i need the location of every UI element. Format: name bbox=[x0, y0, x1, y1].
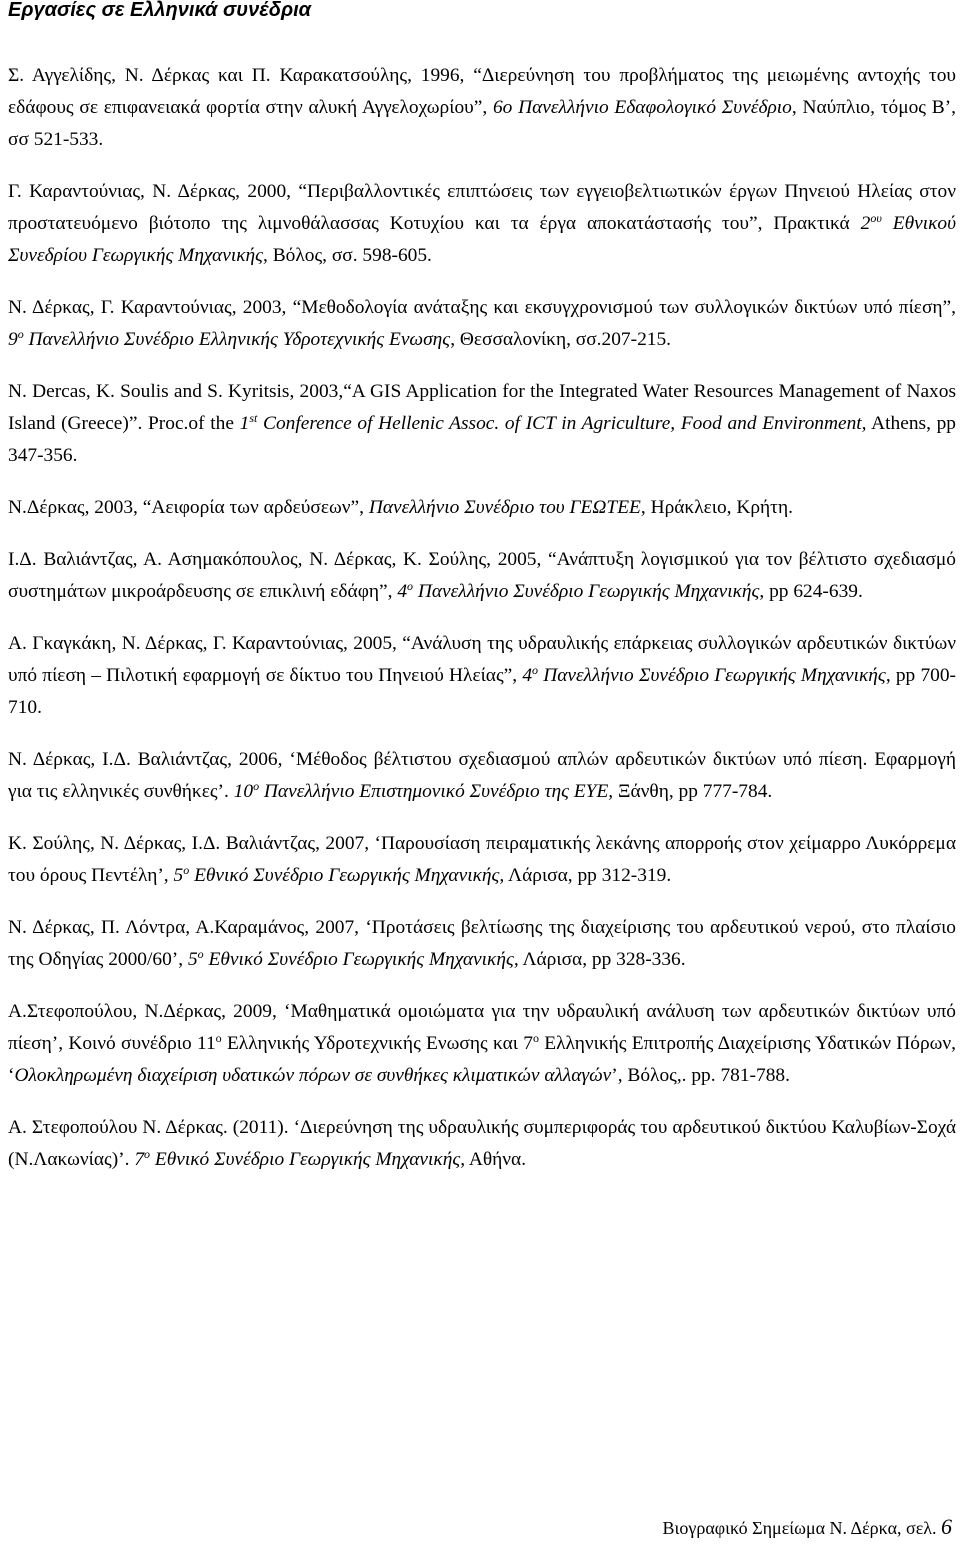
reference-italic-text: 4 bbox=[522, 665, 533, 686]
reference-italic-text: Πανελλήνιο Συνέδριο Γεωργικής Μηχανικής bbox=[538, 665, 886, 686]
reference-italic-text: 10 bbox=[233, 781, 254, 802]
reference-text: Ν. Δέρκας, Ι.Δ. Βαλιάντζας, 2006, ‘Μέθοδος βέλτιστου σχεδιασμού απλών αρδευτικών δικτύων υπό πίεση. Εφαρμογή για τις ελληνικές συνθήκες’. bbox=[8, 749, 956, 802]
reference-italic-text: Εθνικού Συνεδρίου Γεωργικής Μηχανικής bbox=[8, 213, 956, 266]
reference-italic-text: 6ο Πανελλήνιο Εδαφολογικό Συνέδριο bbox=[492, 97, 792, 118]
page-number: 6 bbox=[941, 1514, 952, 1539]
reference-text: , pp 700-710. bbox=[8, 665, 957, 718]
reference-item bbox=[8, 544, 956, 608]
reference-superscript: ου bbox=[870, 211, 882, 225]
reference-text: , Ναύπλιο, τόμος Β’, σσ 521-533. bbox=[8, 97, 956, 150]
reference-text: Αθήνα. bbox=[465, 1149, 527, 1170]
reference-superscript: st bbox=[249, 411, 258, 425]
section-title: Εργασίες σε Ελληνικά συνέδρια bbox=[8, 0, 312, 21]
reference-superscript: ο bbox=[144, 1147, 151, 1161]
reference-italic-text: Εθνικό Συνέδριο Γεωργικής Μηχανικής, bbox=[203, 949, 519, 970]
reference-italic-text: Πανελλήνιο Συνέδριο Ελληνικής Υδροτεχνικής Ενωσης bbox=[23, 329, 451, 350]
reference-item bbox=[8, 996, 956, 1092]
reference-text: Ελληνικής Επιτροπής Διαχείρισης Υδατικών Πόρων, ‘ bbox=[8, 1033, 957, 1086]
reference-text: Α. Γκαγκάκη, Ν. Δέρκας, Γ. Καραντούνιας, 2005, “Ανάλυση της υδραυλικής επάρκειας συλλογικών αρδευτικών δικτύων υπό πίεση – Πιλοτική εφαρμογή σε δίκτυο του Πηνειού Ηλείας”, bbox=[8, 633, 956, 686]
reference-italic-text: Πανελλήνιο Επιστημονικό Συνέδριο της ΕΥΕ, bbox=[259, 781, 614, 802]
reference-item bbox=[8, 176, 956, 272]
reference-superscript: ο bbox=[215, 1031, 222, 1045]
reference-italic-text: 7 bbox=[134, 1149, 145, 1170]
reference-superscript: ο bbox=[253, 779, 260, 793]
reference-text: Ελληνικής Υδροτεχνικής Ενωσης και 7 bbox=[221, 1033, 533, 1054]
reference-text: , pp 624-639. bbox=[759, 581, 863, 602]
reference-text: Κ. Σούλης, Ν. Δέρκας, Ι.Δ. Βαλιάντζας, 2007, ‘Παρουσίαση πειραματικής λεκάνης απορροής στον χείμαρρο Λυκόρρεμα του όρους Πεντέλη’, bbox=[8, 833, 956, 886]
reference-italic-text: Εθνικό Συνέδριο Γεωργικής Μηχανικής, bbox=[150, 1149, 466, 1170]
reference-text: Ν. Δέρκας, Γ. Καραντούνιας, 2003, “Μεθοδολογία ανάταξης και εκσυγχρονισμού των συλλογικών δικτύων υπό πίεση”, bbox=[8, 297, 956, 318]
reference-italic-text: 1 bbox=[239, 413, 250, 434]
footer-text: Βιογραφικό Σημείωμα Ν. Δέρκα, σελ. bbox=[662, 1518, 937, 1538]
reference-item bbox=[8, 292, 956, 356]
reference-text: , Ηράκλειο, Κρήτη. bbox=[640, 497, 793, 518]
reference-italic-text: Εθνικό Συνέδριο Γεωργικής Μηχανικής, bbox=[189, 865, 505, 886]
reference-text: Λάρισα, pp 328-336. bbox=[518, 949, 686, 970]
reference-italic-text: Πανελλήνιο Συνέδριο του ΓΕΩΤΕΕ bbox=[368, 497, 641, 518]
reference-text: ’, Βόλος,. pp. 781-788. bbox=[611, 1065, 790, 1086]
reference-item bbox=[8, 828, 956, 892]
reference-text: Ν.Δέρκας, 2003, “Αειφορία των αρδεύσεων”, bbox=[8, 497, 369, 518]
reference-item bbox=[8, 628, 956, 724]
reference-italic-text: 5 bbox=[173, 865, 184, 886]
reference-item bbox=[8, 1112, 956, 1176]
reference-superscript: ο bbox=[532, 1031, 539, 1045]
reference-item bbox=[8, 492, 956, 524]
reference-text: Α.Στεφοπούλου, Ν.Δέρκας, 2009, ‘Μαθηματικά ομοιώματα για την υδραυλική ανάλυση των αρδευτικών δικτύων υπό πίεση’, Κοινό συνέδριο 11 bbox=[8, 1001, 956, 1054]
reference-superscript: ο bbox=[407, 579, 414, 593]
reference-text: N. Dercas, K. Soulis and S. Kyritsis, 2003,“A GIS Application for the Integrated Water Resources Management of Naxos Island (Greece)”. Proc.of the bbox=[8, 381, 956, 434]
reference-text: Α. Στεφοπούλου Ν. Δέρκας. (2011). ‘Διερεύνηση της υδραυλικής συμπεριφοράς του αρδευτικού δικτύου Καλυβίων-Σοχά (Ν.Λακωνίας)’. bbox=[8, 1117, 956, 1170]
reference-text: Athens, pp 347-356. bbox=[8, 413, 956, 466]
reference-italic-text: Ολοκληρωμένη διαχείριση υδατικών πόρων σε συνθήκες κλιματικών αλλαγών bbox=[14, 1065, 612, 1086]
reference-text: Γ. Καραντούνιας, Ν. Δέρκας, 2000, “Περιβαλλοντικές επιπτώσεις των εγγειοβελτιωτικών έργων Πηνειού Ηλείας στον προστατευόμενο βιότοπο της λιμνοθάλασσας Κοτυχίου και τα έργα αποκατάστασής του”, Πρακτικά bbox=[8, 181, 956, 234]
reference-italic-text: Conference of Hellenic Assoc. of ICT in Agriculture, Food and Environment, bbox=[257, 413, 867, 434]
reference-italic-text: 4 bbox=[397, 581, 408, 602]
reference-text: , Βόλος, σσ. 598-605. bbox=[263, 245, 432, 266]
reference-superscript: ο bbox=[197, 947, 204, 961]
reference-italic-text: 5 bbox=[187, 949, 198, 970]
reference-italic-text: 9 bbox=[8, 329, 18, 350]
reference-text: Ξάνθη, pp 777-784. bbox=[613, 781, 773, 802]
reference-text: Ν. Δέρκας, Π. Λόντρα, Α.Καραμάνος, 2007, ‘Προτάσεις βελτίωσης της διαχείρισης του αρδευτικού νερού, στο πλαίσιο της Οδηγίας 2000/60’, bbox=[8, 917, 956, 970]
reference-text: , Θεσσαλονίκη, σσ.207-215. bbox=[450, 329, 672, 350]
reference-italic-text: 2 bbox=[860, 213, 871, 234]
reference-text: Σ. Αγγελίδης, Ν. Δέρκας και Π. Καρακατσούλης, 1996, “Διερεύνηση του προβλήματος της μειωμένης αντοχής του εδάφους σε επιφανειακά φορτία στην αλυκή Αγγελοχωρίου”, bbox=[8, 65, 956, 118]
reference-item bbox=[8, 60, 956, 156]
reference-italic-text: Πανελλήνιο Συνέδριο Γεωργικής Μηχανικής bbox=[413, 581, 760, 602]
reference-superscript: ο bbox=[17, 327, 24, 341]
reference-item bbox=[8, 376, 956, 472]
reference-item bbox=[8, 744, 956, 808]
reference-superscript: ο bbox=[532, 663, 539, 677]
reference-superscript: ο bbox=[183, 863, 190, 877]
reference-text: Λάρισα, pp 312-319. bbox=[504, 865, 672, 886]
reference-list bbox=[8, 60, 956, 1196]
reference-text: Ι.Δ. Βαλιάντζας, Α. Ασημακόπουλος, Ν. Δέρκας, Κ. Σούλης, 2005, “Ανάπτυξη λογισμικού για τον βέλτιστο σχεδιασμό συστημάτων μικροάρδευσης σε επικλινή εδάφη”, bbox=[8, 549, 956, 602]
page-footer bbox=[663, 1515, 952, 1540]
reference-item bbox=[8, 912, 956, 976]
